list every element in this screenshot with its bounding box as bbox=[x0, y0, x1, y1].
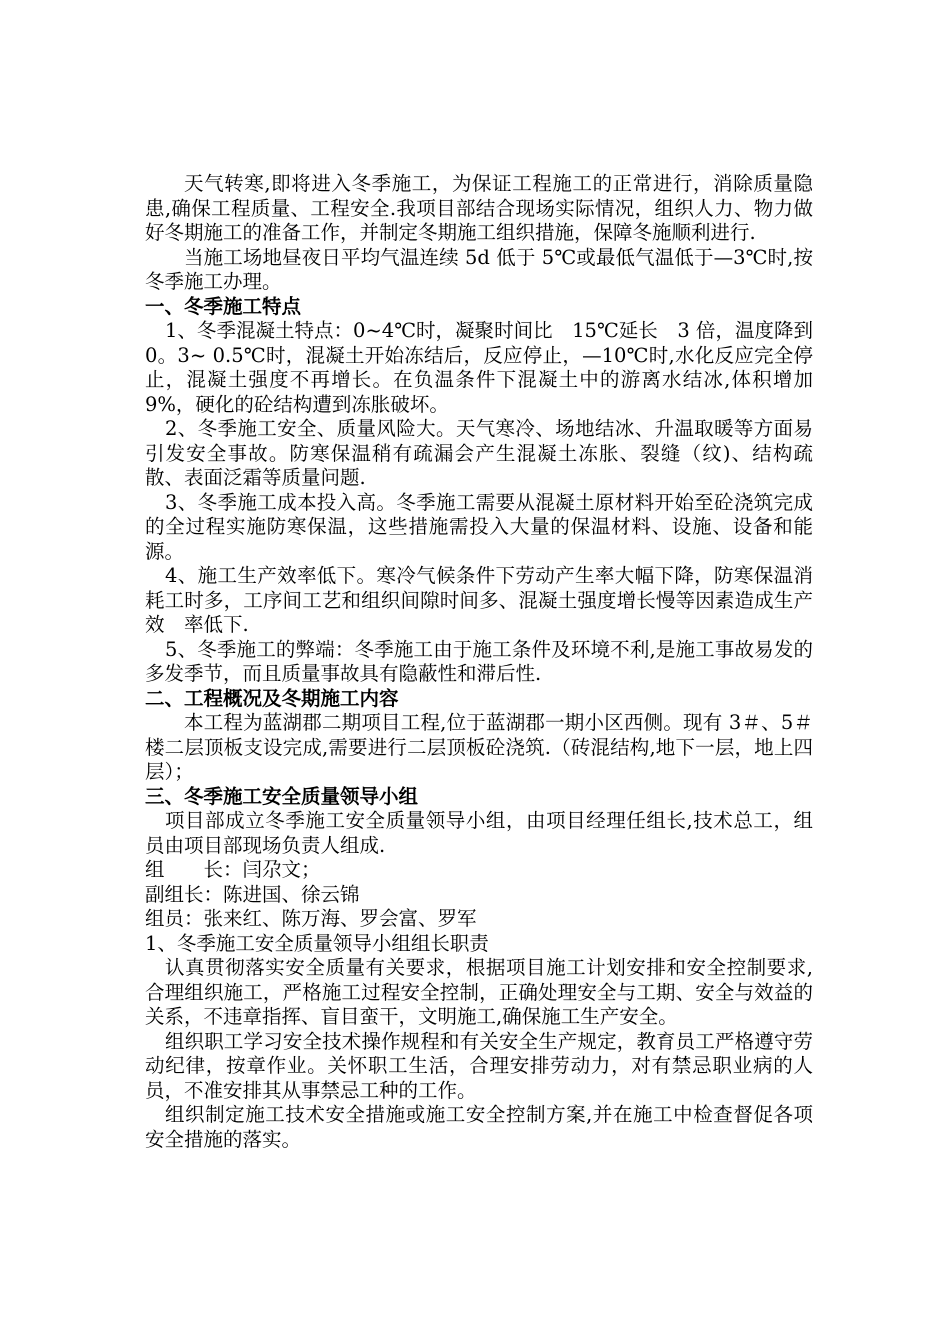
team-leader-line: 组 长：闫尕文； bbox=[145, 858, 321, 881]
team-intro-paragraph: 项目部成立冬季施工安全质量领导小组，由项目经理任组长,技术总工，组员由项目部现场负责人组成. bbox=[145, 809, 813, 857]
section-heading-2: 二、工程概况及冬期施工内容 bbox=[145, 686, 399, 710]
feature-item-2: 2、冬季施工安全、质量风险大。天气寒冷、场地结冰、升温取暖等方面易引发安全事故。防寒保温稍有疏漏会产生混凝土冻胀、裂缝（纹)、结构疏散、表面泛霜等质量问题. bbox=[145, 417, 813, 489]
feature-item-3: 3、冬季施工成本投入高。冬季施工需要从混凝土原材料开始至砼浇筑完成的全过程实施防寒保温，这些措施需投入大量的保温材料、设施、设备和能源。 bbox=[145, 490, 813, 563]
duty-paragraph-2: 组织职工学习安全技术操作规程和有关安全生产规定，教育员工严格遵守劳动纪律，按章作业。关怀职工生活，合理安排劳动力，对有禁忌职业病的人员，不准安排其从事禁忌工种的工作。 bbox=[145, 1029, 813, 1102]
feature-item-1: 1、冬季混凝土特点：0~4℃时，凝聚时间比 15℃延长 3 倍，温度降到 0。3~ 0.5℃时，混凝土开始冻结后，反应停止，—10℃时,水化反应完全停止，混凝土强度不再增长。在负温条件下混凝土中的游离水结冰,体积增加 9%，硬化的砼结构遭到冻胀破坏。 bbox=[145, 319, 833, 416]
document-body bbox=[145, 172, 833, 1152]
duty-paragraph-1: 认真贯彻落实安全质量有关要求，根据项目施工计划安排和安全控制要求,合理组织施工，严格施工过程安全控制，正确处理安全与工期、安全与效益的关系，不违章指挥、盲目蛮干，文明施工,确保施工生产安全。 bbox=[145, 956, 813, 1028]
winter-definition-paragraph: 当施工场地昼夜日平均气温连续 5d 低于 5℃或最低气温低于—3℃时,按冬季施工办理。 bbox=[145, 245, 813, 293]
section-heading-1: 一、冬季施工特点 bbox=[145, 294, 302, 318]
duty-paragraph-3: 组织制定施工技术安全措施或施工安全控制方案,并在施工中检查督促各项安全措施的落实。 bbox=[145, 1103, 813, 1151]
feature-item-4: 4、施工生产效率低下。寒冷气候条件下劳动产生率大幅下降，防寒保温消 耗工时多，工序间工艺和组织间隙时间多、混凝土强度增长慢等因素造成生产效 率低下. bbox=[145, 564, 833, 636]
leader-duties-heading: 1、冬季施工安全质量领导小组组长职责 bbox=[145, 931, 489, 955]
deputy-leader-line: 副组长：陈进国、徐云锦 bbox=[145, 882, 360, 906]
project-overview-paragraph: 本工程为蓝湖郡二期项目工程,位于蓝湖郡一期小区西侧。现有 3＃、5＃楼二层顶板支设完成,需要进行二层顶板砼浇筑.（砖混结构,地下一层，地上四层）； bbox=[145, 711, 813, 783]
intro-paragraph: 天气转寒,即将进入冬季施工，为保证工程施工的正常进行，消除质量隐患,确保工程质量、工程安全.我项目部结合现场实际情况，组织人力、物力做好冬期施工的准备工作，并制定冬期施工组织措施，保障冬施顺利进行. bbox=[145, 172, 813, 244]
feature-item-5: 5、冬季施工的弊端：冬季施工由于施工条件及环境不利,是施工事故易发的多发季节，而且质量事故具有隐蔽性和滞后性. bbox=[145, 637, 813, 685]
team-members-line: 组员：张来红、陈万海、罗会富、罗军 bbox=[145, 907, 477, 930]
section-heading-3: 三、冬季施工安全质量领导小组 bbox=[145, 784, 419, 808]
